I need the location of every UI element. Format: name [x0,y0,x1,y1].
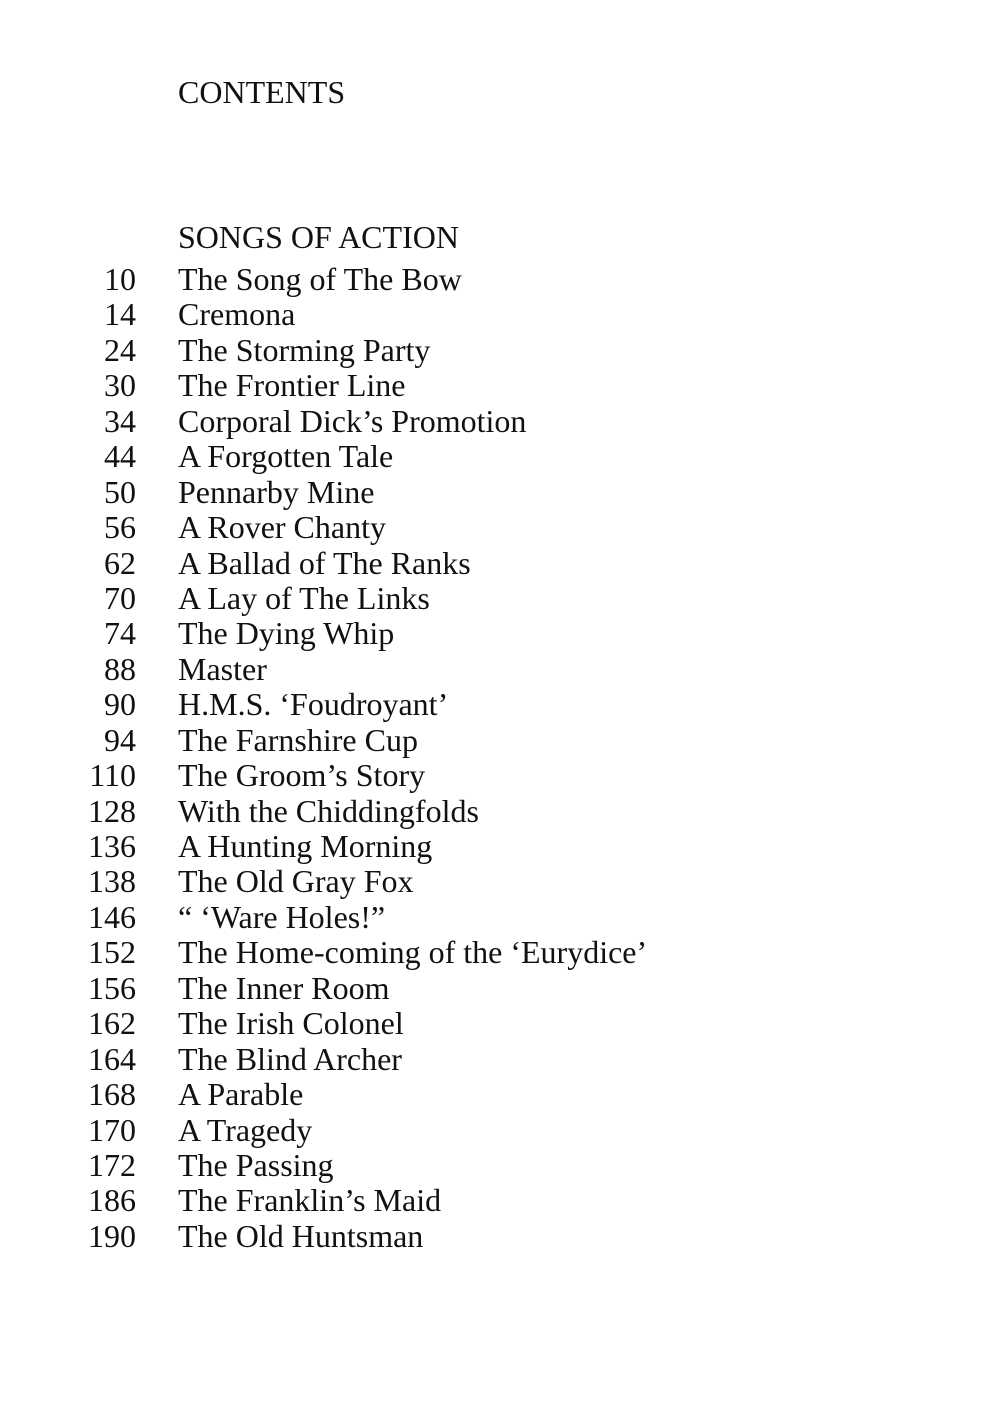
toc-page-number: 10 [104,261,136,297]
toc-page-number: 164 [88,1040,136,1077]
toc-entry [0,794,1000,829]
toc-entry [0,510,1000,545]
toc-page-number: 186 [88,1182,136,1219]
toc-entry [0,687,1000,722]
toc-entry [0,333,1000,368]
toc-entry [0,1113,1000,1148]
toc-title: H.M.S. ‘Foudroyant’ [178,686,449,723]
toc-entry [0,971,1000,1006]
toc-title: The Passing [178,1146,334,1183]
toc-title: Cremona [178,296,296,333]
toc-page-number: 74 [104,615,136,652]
toc-entry [0,439,1000,474]
toc-page-number: 172 [88,1146,136,1183]
toc-entry [0,297,1000,332]
toc-entry [0,1006,1000,1041]
toc-title: The Song of The Bow [178,261,462,297]
toc-title: The Blind Archer [178,1040,402,1077]
toc-page-number: 170 [88,1111,136,1148]
section-heading: SONGS OF ACTION [178,219,459,255]
toc-page-number: 90 [104,686,136,723]
page-title: CONTENTS [178,74,346,110]
toc-title: The Farnshire Cup [178,721,418,758]
toc-page-number: 156 [88,969,136,1006]
toc-title: A Forgotten Tale [178,438,394,475]
toc-title: The Frontier Line [178,367,406,404]
toc-title: The Home-coming of the ‘Eurydice’ [178,934,648,971]
toc-page-number: 136 [88,828,136,864]
toc-title: A Parable [178,1076,304,1113]
toc-title: “ ‘Ware Holes!” [178,898,386,935]
toc-title: The Storming Party [178,331,431,368]
toc-title: A Ballad of The Ranks [178,544,471,581]
toc-page-number: 94 [104,721,136,758]
toc-title: Master [178,650,267,687]
toc-page-number: 128 [88,792,136,829]
toc-title: The Old Gray Fox [178,863,414,900]
toc-entry [0,581,1000,616]
toc-page-number: 34 [104,402,136,439]
toc-entry [0,829,1000,864]
toc-page-number: 30 [104,367,136,404]
toc-entry [0,935,1000,970]
toc-page-number: 14 [104,296,136,333]
toc-entry [0,1183,1000,1218]
toc-entry [0,1042,1000,1077]
toc-entry [0,1219,1000,1254]
toc-title: The Old Huntsman [178,1217,424,1254]
toc-entry [0,368,1000,403]
toc-entry [0,900,1000,935]
toc-title: A Lay of The Links [178,579,430,616]
toc-page-number: 88 [104,650,136,687]
toc-entry [0,404,1000,439]
toc-entry [0,616,1000,651]
toc-page-number: 24 [104,331,136,368]
toc-entry [0,1077,1000,1112]
toc-title: Corporal Dick’s Promotion [178,402,527,439]
toc-page-number: 44 [104,438,136,475]
toc-entry [0,546,1000,581]
toc-entry [0,758,1000,793]
toc-page-number: 162 [88,1005,136,1042]
toc-title: The Inner Room [178,969,390,1006]
toc-title: A Rover Chanty [178,509,386,546]
toc-title: The Irish Colonel [178,1005,404,1042]
toc-page-number: 146 [88,898,136,935]
toc-page-number: 152 [88,934,136,971]
toc-title: Pennarby Mine [178,473,375,510]
toc-page-number: 190 [88,1217,136,1254]
toc-entry [0,864,1000,899]
toc-entry [0,262,1000,297]
toc-page-number: 50 [104,473,136,510]
toc-title: The Groom’s Story [178,757,426,794]
toc-page-number: 138 [88,863,136,900]
toc-page-number: 62 [104,544,136,581]
toc-page-number: 56 [104,509,136,546]
toc-title: A Tragedy [178,1111,313,1148]
toc-entry [0,723,1000,758]
toc-page-number: 168 [88,1076,136,1113]
toc-title: The Dying Whip [178,615,395,652]
toc-entry [0,1148,1000,1183]
toc-title: The Franklin’s Maid [178,1182,442,1219]
toc-title: A Hunting Morning [178,828,433,864]
toc-entry [0,652,1000,687]
toc-page-number: 70 [104,579,136,616]
toc-entry [0,475,1000,510]
table-of-contents [0,262,1000,1254]
toc-page-number: 110 [89,757,136,794]
toc-title: With the Chiddingfolds [178,792,479,829]
